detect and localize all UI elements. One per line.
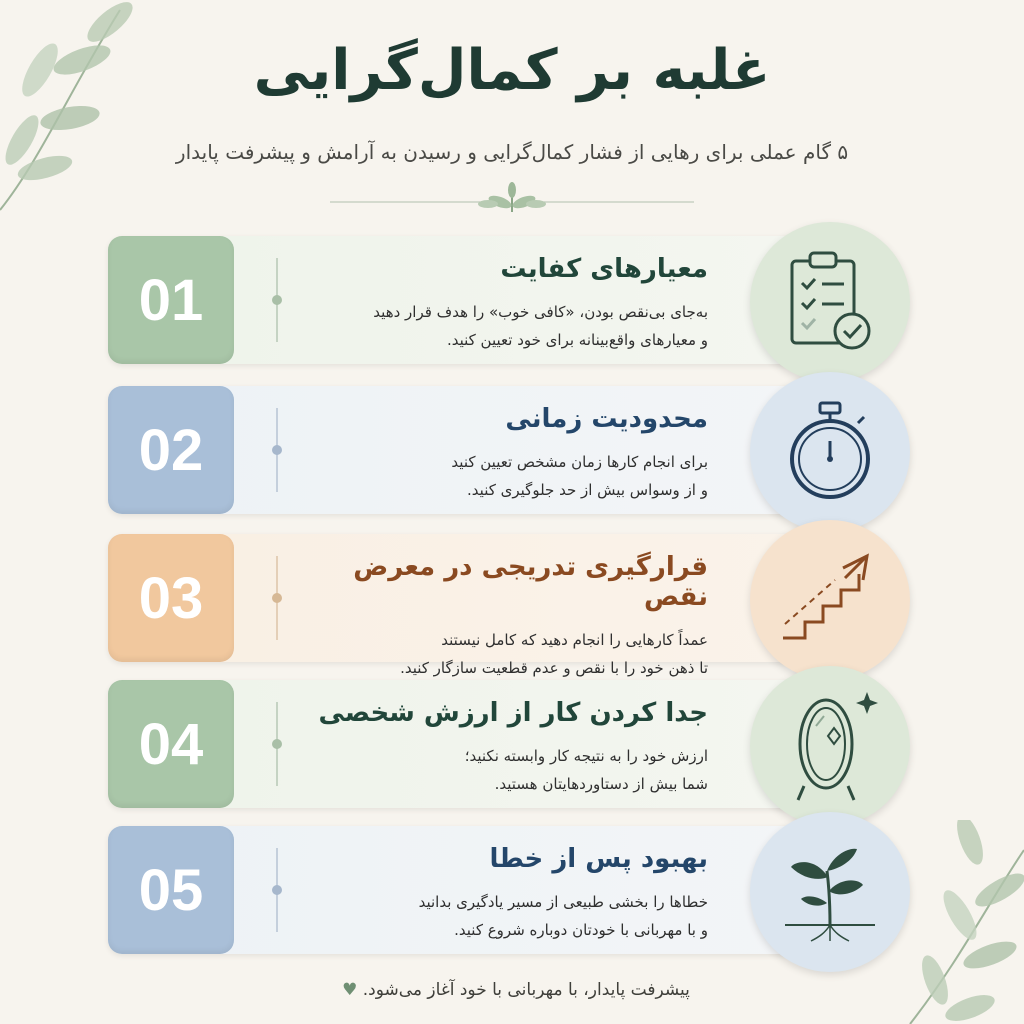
footer-note xyxy=(0,980,1024,1000)
step-number-badge: 01 xyxy=(108,236,234,364)
step-divider-dot xyxy=(272,445,282,455)
step-description-line: و با مهربانی با خودتان دوباره شروع کنید. xyxy=(454,921,708,939)
step-icon-circle-2 xyxy=(750,372,910,532)
step-title: محدودیت زمانی xyxy=(505,404,708,434)
step-card-5 xyxy=(108,826,808,954)
step-divider-dot xyxy=(272,739,282,749)
step-title: قرارگیری تدریجی در معرض نقص xyxy=(353,552,708,612)
stairs-arrow-icon xyxy=(775,550,885,650)
step-number-badge: 04 xyxy=(108,680,234,808)
step-divider-dot xyxy=(272,593,282,603)
clipboard-check-icon xyxy=(780,247,880,357)
step-title: معیارهای کفایت xyxy=(500,254,708,284)
step-card-1 xyxy=(108,236,808,364)
step-description-line: خطاها را بخشی طبیعی از مسیر یادگیری بدانید xyxy=(418,893,708,911)
step-icon-circle-3 xyxy=(750,520,910,680)
page-title: غلبه بر کمال‌گرایی xyxy=(253,38,771,103)
step-divider-dot xyxy=(272,295,282,305)
step-description-line: عمداً کارهایی را انجام دهید که کامل نیستند xyxy=(441,631,708,649)
step-description-line: به‌جای بی‌نقص بودن، «کافی خوب» را هدف قرار دهید xyxy=(373,303,708,321)
step-description-line: ارزش خود را به نتیجه کار وابسته نکنید؛ xyxy=(464,747,708,765)
step-title: جدا کردن کار از ارزش شخصی xyxy=(318,698,708,728)
page-subtitle: ۵ گام عملی برای رهایی از فشار کمال‌گرایی و رسیدن به آرامش و پیشرفت پایدار xyxy=(175,140,849,164)
step-description-line: و معیارهای واقع‌بینانه برای خود تعیین کنید. xyxy=(446,331,708,349)
step-icon-circle-1 xyxy=(750,222,910,382)
step-number-badge: 03 xyxy=(108,534,234,662)
step-description-line: و از وسواس بیش از حد جلوگیری کنید. xyxy=(467,481,708,499)
footer-text: پیشرفت پایدار، با مهربانی با خود آغاز می‌شود. xyxy=(362,980,690,1000)
leaf-divider-ornament xyxy=(330,182,694,218)
step-title: بهبود پس از خطا xyxy=(489,844,708,874)
heart-icon: ♥ xyxy=(342,980,358,1000)
step-card-3 xyxy=(108,534,808,677)
step-description-line: شما بیش از دستاوردهایتان هستید. xyxy=(494,775,708,793)
mirror-icon xyxy=(780,686,880,806)
sprout-icon xyxy=(775,837,885,947)
leaf-branch-top-left-decoration xyxy=(0,0,150,220)
stopwatch-icon xyxy=(780,397,880,507)
step-card-2 xyxy=(108,386,808,514)
step-number-badge: 05 xyxy=(108,826,234,954)
step-icon-circle-5 xyxy=(750,812,910,972)
step-divider-dot xyxy=(272,885,282,895)
step-description-line: تا ذهن خود را با نقص و عدم قطعیت سازگار کنید. xyxy=(400,659,708,677)
step-icon-circle-4 xyxy=(750,666,910,826)
step-card-4 xyxy=(108,680,808,808)
step-number-badge: 02 xyxy=(108,386,234,514)
step-description-line: برای انجام کارها زمان مشخص تعیین کنید xyxy=(451,453,708,471)
